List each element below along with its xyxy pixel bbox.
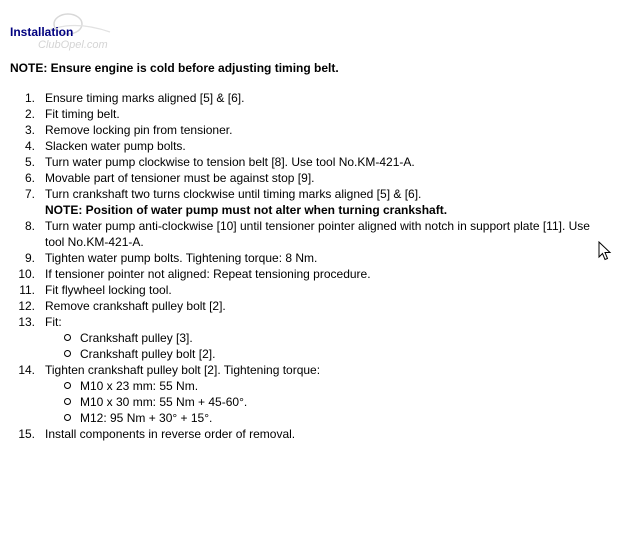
step-number: 12. — [18, 299, 35, 313]
step-text: Turn crankshaft two turns clockwise until timing marks aligned [5] & [6]. — [45, 187, 422, 201]
sub-item-text: Crankshaft pulley [3]. — [80, 331, 193, 345]
circle-bullet-icon — [64, 334, 71, 341]
step-number: 9. — [24, 251, 35, 265]
step-text: Tighten crankshaft pulley bolt [2]. Tightening torque: — [45, 363, 321, 377]
circle-bullet-icon — [64, 398, 71, 405]
step-number: 4. — [24, 139, 35, 153]
step-item — [10, 426, 600, 442]
circle-bullet-icon — [64, 350, 71, 357]
step-item — [10, 314, 600, 330]
step-number: 5. — [24, 155, 35, 169]
step-item — [10, 122, 600, 138]
step-number: 8. — [24, 219, 35, 233]
page-title: Installation — [10, 25, 74, 39]
step-item — [10, 170, 600, 186]
steps-list — [10, 90, 600, 442]
step-item — [10, 250, 600, 266]
step-text: Movable part of tensioner must be against stop [9]. — [45, 171, 315, 185]
step-item — [10, 282, 600, 298]
step-number: 3. — [24, 123, 35, 137]
step-number: 2. — [24, 107, 35, 121]
step-item — [10, 138, 600, 154]
step-text: Turn water pump clockwise to tension belt [8]. Use tool No.KM-421-A. — [45, 155, 415, 169]
sub-list-item — [45, 346, 600, 362]
mouse-pointer-icon — [598, 241, 612, 261]
sub-list-item — [45, 330, 600, 346]
step-text: Remove crankshaft pulley bolt [2]. — [45, 299, 226, 313]
step-number: 7. — [24, 187, 35, 201]
step-number: 10. — [18, 267, 35, 281]
sub-list-item — [45, 378, 600, 394]
step-text: If tensioner pointer not aligned: Repeat tensioning procedure. — [45, 267, 371, 281]
step-item — [10, 106, 600, 122]
step-text: Fit: — [45, 315, 62, 329]
circle-bullet-icon — [64, 382, 71, 389]
sub-item-text: M10 x 23 mm: 55 Nm. — [80, 379, 199, 393]
step-text: Fit timing belt. — [45, 107, 120, 121]
sub-item-text: Crankshaft pulley bolt [2]. — [80, 347, 216, 361]
step-item — [10, 362, 600, 378]
step-item — [10, 298, 600, 314]
step-number: 1. — [24, 91, 35, 105]
step-text: Fit flywheel locking tool. — [45, 283, 172, 297]
sub-list-item — [45, 394, 600, 410]
step-item — [10, 218, 600, 250]
step-number: 13. — [18, 315, 35, 329]
step-text: Install components in reverse order of removal. — [45, 427, 296, 441]
step-note: NOTE: Position of water pump must not alter when turning crankshaft. — [45, 203, 448, 217]
sub-list-item — [45, 410, 600, 426]
step-number: 11. — [19, 283, 35, 297]
circle-bullet-icon — [64, 414, 71, 421]
step-item — [10, 90, 600, 106]
main-note: NOTE: Ensure engine is cold before adjusting timing belt. — [10, 61, 339, 75]
step-item — [10, 154, 600, 170]
step-text: Tighten water pump bolts. Tightening torque: 8 Nm. — [45, 251, 318, 265]
sub-item-text: M12: 95 Nm + 30° + 15°. — [80, 411, 213, 425]
step-number: 14. — [18, 363, 35, 377]
watermark-text: ClubOpel.com — [38, 39, 108, 51]
step-text: Ensure timing marks aligned [5] & [6]. — [45, 91, 245, 105]
step-item — [10, 266, 600, 282]
step-text: Remove locking pin from tensioner. — [45, 123, 233, 137]
step-number: 6. — [24, 171, 35, 185]
step-item — [10, 186, 600, 218]
step-text: Slacken water pump bolts. — [45, 139, 186, 153]
step-text: Turn water pump anti-clockwise [10] until tensioner pointer aligned with notch in support plate [11]. Use tool No.KM-421-A. — [45, 219, 590, 249]
step-number: 15. — [18, 427, 35, 441]
sub-item-text: M10 x 30 mm: 55 Nm + 45-60°. — [80, 395, 248, 409]
